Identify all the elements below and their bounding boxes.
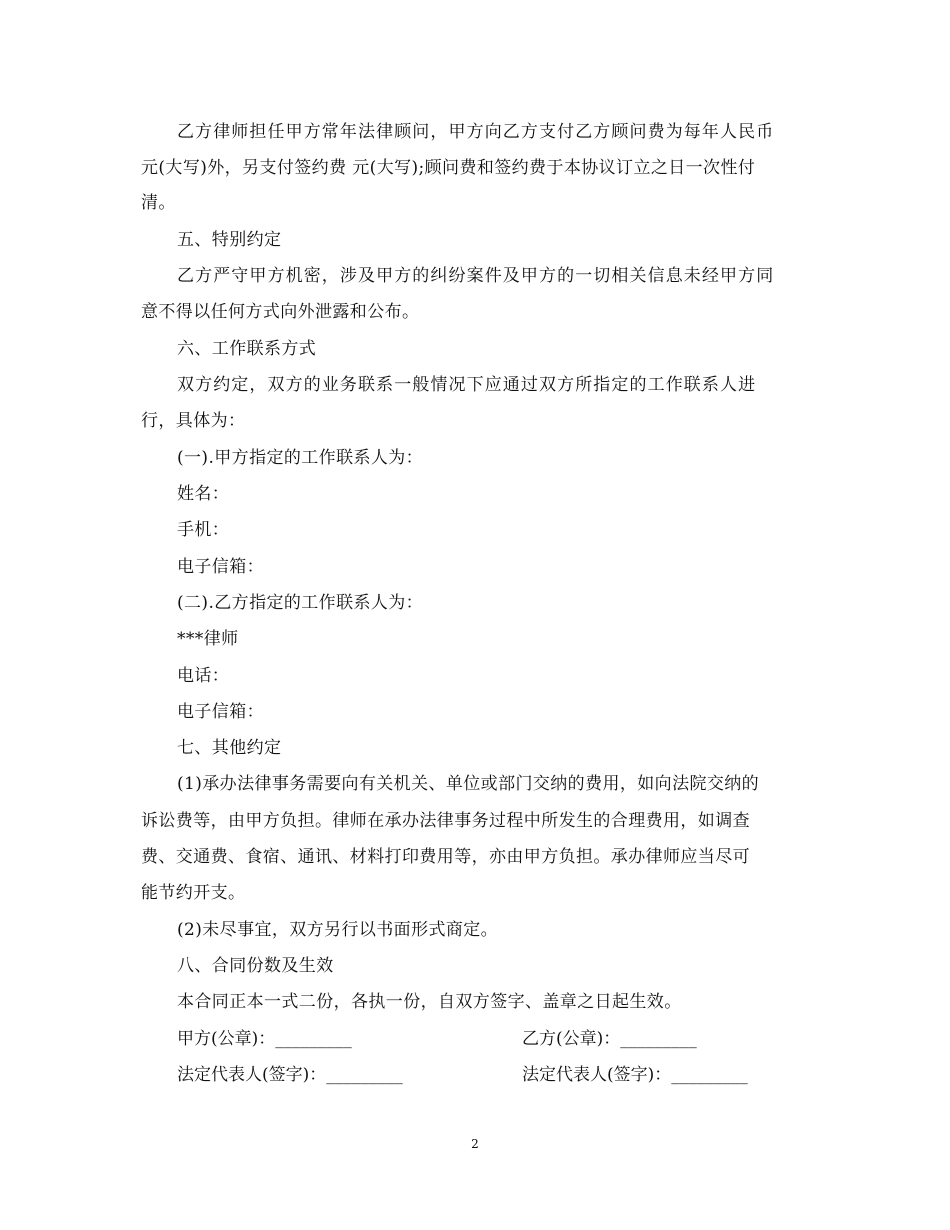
confidentiality-line-2: 意不得以任何方式向外泄露和公布。	[141, 302, 420, 322]
party-b-email-label: 电子信箱：	[177, 702, 264, 722]
party-b-phone-label: 电话：	[177, 666, 230, 686]
retainer-fee-line-2: 元(大写)外，另支付签约费 元(大写);顾问费和签约费于本协议订立之日一次性付	[141, 158, 756, 178]
party-a-rep-field: 法定代表人(签字)：_________	[177, 1065, 403, 1085]
copies-clause: 本合同正本一式二份，各执一份，自双方签字、盖章之日起生效。	[177, 992, 682, 1012]
retainer-fee-line-1: 乙方律师担任甲方常年法律顾问，甲方向乙方支付乙方顾问费为每年人民币	[177, 122, 775, 142]
party-a-seal-field: 甲方(公章)：_________	[177, 1029, 352, 1049]
party-a-name-label: 姓名：	[177, 484, 230, 504]
party-a-contact-heading: (一).甲方指定的工作联系人为：	[177, 448, 424, 468]
fees-clause-line-2: 诉讼费等，由甲方负担。律师在承办法律事务过程中所发生的合理费用，如调查	[141, 811, 750, 831]
party-a-email-label: 电子信箱：	[177, 557, 264, 577]
section-heading-other-terms: 七、其他约定	[177, 738, 282, 758]
retainer-fee-line-3: 清。	[141, 193, 176, 213]
contact-intro-line-2: 行，具体为：	[141, 411, 246, 431]
misc-clause: (2)未尽事宜，双方另行以书面形式商定。	[177, 920, 499, 940]
party-a-mobile-label: 手机：	[177, 520, 230, 540]
fees-clause-line-1: (1)承办法律事务需要向有关机关、单位或部门交纳的费用，如向法院交纳的	[177, 774, 760, 794]
section-heading-special-terms: 五、特别约定	[177, 230, 282, 250]
page-number: 2	[471, 1137, 479, 1151]
section-heading-contact: 六、工作联系方式	[177, 339, 317, 359]
fees-clause-line-4: 能节约开支。	[141, 883, 246, 903]
party-b-lawyer-label: ***律师	[177, 629, 239, 649]
contact-intro-line-1: 双方约定，双方的业务联系一般情况下应通过双方所指定的工作联系人进	[177, 375, 757, 395]
party-b-contact-heading: (二).乙方指定的工作联系人为：	[177, 593, 424, 613]
section-heading-copies: 八、合同份数及生效	[177, 956, 334, 976]
party-b-seal-field: 乙方(公章)：_________	[522, 1029, 697, 1049]
confidentiality-line-1: 乙方严守甲方机密，涉及甲方的纠纷案件及甲方的一切相关信息未经甲方同	[177, 266, 775, 286]
fees-clause-line-3: 费、交通费、食宿、通讯、材料打印费用等，亦由甲方负担。承办律师应当尽可	[141, 847, 750, 867]
party-b-rep-field: 法定代表人(签字)：_________	[522, 1065, 748, 1085]
